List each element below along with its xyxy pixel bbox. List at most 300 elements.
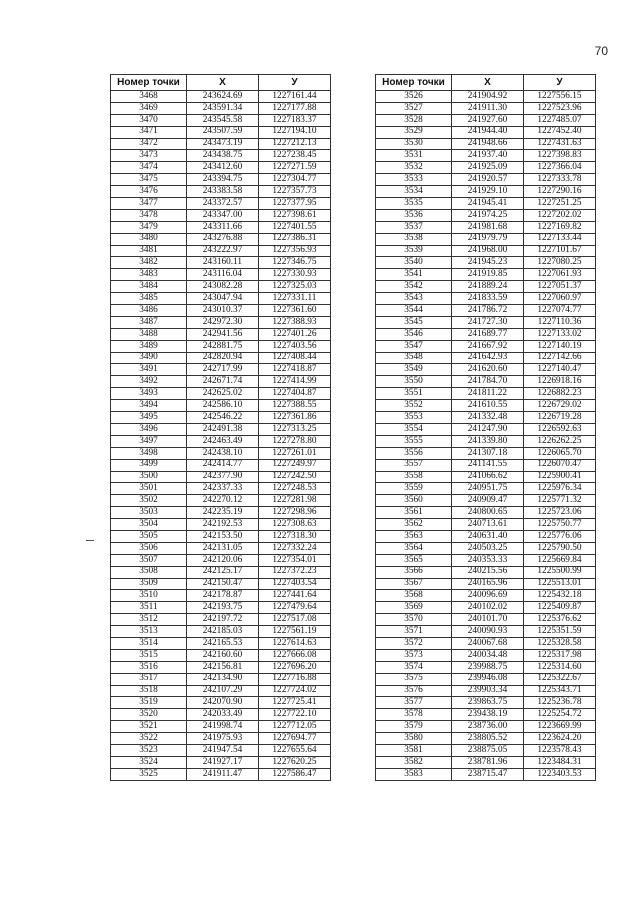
cell-point-number: 3503 xyxy=(111,507,187,519)
table-row xyxy=(111,685,331,697)
table-row xyxy=(111,447,331,459)
coordinates-table-right xyxy=(375,74,596,781)
cell-x: 241925.09 xyxy=(452,162,524,174)
cell-point-number: 3519 xyxy=(111,697,187,709)
cell-y: 1227712.05 xyxy=(259,721,331,733)
cell-y: 1227386.31 xyxy=(259,233,331,245)
cell-y: 1227318.30 xyxy=(259,530,331,542)
cell-x: 240090.93 xyxy=(452,626,524,638)
cell-y: 1227694.77 xyxy=(259,733,331,745)
cell-point-number: 3516 xyxy=(111,661,187,673)
cell-y: 1227724.02 xyxy=(259,685,331,697)
cell-y: 1227325.03 xyxy=(259,281,331,293)
cell-x: 241904.92 xyxy=(452,91,524,103)
cell-y: 1227388.93 xyxy=(259,316,331,328)
cell-y: 1227523.96 xyxy=(524,102,596,114)
cell-y: 1226262.25 xyxy=(524,435,596,447)
cell-point-number: 3473 xyxy=(111,150,187,162)
table-row xyxy=(376,673,596,685)
cell-y: 1227408.44 xyxy=(259,352,331,364)
cell-x: 241981.68 xyxy=(452,221,524,233)
cell-x: 242150.47 xyxy=(187,578,259,590)
cell-x: 242178.87 xyxy=(187,590,259,602)
cell-y: 1227354.01 xyxy=(259,554,331,566)
cell-y: 1227177.88 xyxy=(259,102,331,114)
cell-x: 241974.25 xyxy=(452,209,524,221)
cell-point-number: 3512 xyxy=(111,614,187,626)
cell-x: 240909.47 xyxy=(452,495,524,507)
cell-x: 242491.38 xyxy=(187,423,259,435)
cell-x: 239903.34 xyxy=(452,685,524,697)
cell-y: 1227722.10 xyxy=(259,709,331,721)
cell-point-number: 3509 xyxy=(111,578,187,590)
table-row xyxy=(111,661,331,673)
cell-y: 1227357.73 xyxy=(259,186,331,198)
table-row xyxy=(376,114,596,126)
table-row xyxy=(376,305,596,317)
cell-point-number: 3502 xyxy=(111,495,187,507)
cell-point-number: 3536 xyxy=(376,209,452,221)
cell-x: 240951.75 xyxy=(452,483,524,495)
cell-point-number: 3521 xyxy=(111,721,187,733)
table-row xyxy=(111,150,331,162)
cell-x: 243394.75 xyxy=(187,174,259,186)
cell-point-number: 3468 xyxy=(111,91,187,103)
cell-y: 1225409.87 xyxy=(524,602,596,614)
cell-x: 242192.53 xyxy=(187,519,259,531)
cell-y: 1227620.25 xyxy=(259,756,331,768)
cell-point-number: 3565 xyxy=(376,554,452,566)
cell-y: 1227101.67 xyxy=(524,245,596,257)
cell-y: 1227452.40 xyxy=(524,126,596,138)
cell-point-number: 3544 xyxy=(376,305,452,317)
table-row xyxy=(111,744,331,756)
table-row xyxy=(111,756,331,768)
cell-x: 242881.75 xyxy=(187,340,259,352)
table-row xyxy=(376,186,596,198)
cell-point-number: 3517 xyxy=(111,673,187,685)
cell-x: 240101.70 xyxy=(452,614,524,626)
table-row xyxy=(376,697,596,709)
table-row xyxy=(376,388,596,400)
table-row xyxy=(376,364,596,376)
cell-x: 243591.34 xyxy=(187,102,259,114)
cell-x: 241332.48 xyxy=(452,412,524,424)
table-row xyxy=(111,245,331,257)
table-row xyxy=(111,519,331,531)
cell-point-number: 3552 xyxy=(376,400,452,412)
cell-y: 1227251.25 xyxy=(524,198,596,210)
cell-y: 1225750.77 xyxy=(524,519,596,531)
cell-x: 242033.49 xyxy=(187,709,259,721)
cell-x: 241727.30 xyxy=(452,316,524,328)
cell-point-number: 3494 xyxy=(111,400,187,412)
cell-x: 241911.47 xyxy=(187,768,259,780)
cell-y: 1227140.47 xyxy=(524,364,596,376)
cell-x: 241620.60 xyxy=(452,364,524,376)
table-row xyxy=(376,519,596,531)
cell-y: 1227281.98 xyxy=(259,495,331,507)
cell-point-number: 3563 xyxy=(376,530,452,542)
table-row xyxy=(111,542,331,554)
cell-x: 242193.75 xyxy=(187,602,259,614)
cell-y: 1227655.64 xyxy=(259,744,331,756)
cell-y: 1227248.53 xyxy=(259,483,331,495)
table-row xyxy=(376,768,596,780)
table-row xyxy=(376,162,596,174)
cell-y: 1223624.20 xyxy=(524,733,596,745)
cell-x: 243438.75 xyxy=(187,150,259,162)
cell-point-number: 3491 xyxy=(111,364,187,376)
cell-x: 238781.96 xyxy=(452,756,524,768)
table-row xyxy=(111,138,331,150)
cell-y: 1227133.44 xyxy=(524,233,596,245)
cell-point-number: 3483 xyxy=(111,269,187,281)
cell-y: 1227614.63 xyxy=(259,637,331,649)
cell-y: 1227061.93 xyxy=(524,269,596,281)
cell-y: 1225351.59 xyxy=(524,626,596,638)
table-row xyxy=(376,483,596,495)
cell-point-number: 3534 xyxy=(376,186,452,198)
cell-x: 239863.75 xyxy=(452,697,524,709)
cell-y: 1226729.02 xyxy=(524,400,596,412)
cell-x: 242270.12 xyxy=(187,495,259,507)
cell-x: 242972.30 xyxy=(187,316,259,328)
table-row xyxy=(111,162,331,174)
cell-y: 1227133.02 xyxy=(524,328,596,340)
cell-point-number: 3469 xyxy=(111,102,187,114)
cell-x: 240800.65 xyxy=(452,507,524,519)
header-y: У xyxy=(259,75,331,91)
header-x: X xyxy=(187,75,259,91)
table-row xyxy=(376,233,596,245)
cell-point-number: 3576 xyxy=(376,685,452,697)
table-row xyxy=(111,697,331,709)
table-row xyxy=(111,388,331,400)
cell-point-number: 3535 xyxy=(376,198,452,210)
cell-x: 239946.08 xyxy=(452,673,524,685)
cell-x: 241919.85 xyxy=(452,269,524,281)
header-point-number: Номер точки xyxy=(111,75,187,91)
cell-x: 243507.59 xyxy=(187,126,259,138)
table-row xyxy=(111,233,331,245)
table-row xyxy=(111,507,331,519)
cell-x: 243311.66 xyxy=(187,221,259,233)
table-row xyxy=(111,221,331,233)
cell-y: 1227278.80 xyxy=(259,435,331,447)
table-row xyxy=(376,91,596,103)
cell-x: 243347.00 xyxy=(187,209,259,221)
table-row xyxy=(376,138,596,150)
page-number: 70 xyxy=(594,44,608,58)
cell-x: 242134.90 xyxy=(187,673,259,685)
cell-x: 241975.93 xyxy=(187,733,259,745)
cell-x: 242717.99 xyxy=(187,364,259,376)
cell-point-number: 3560 xyxy=(376,495,452,507)
cell-point-number: 3532 xyxy=(376,162,452,174)
cell-y: 1227404.87 xyxy=(259,388,331,400)
cell-point-number: 3526 xyxy=(376,91,452,103)
cell-point-number: 3484 xyxy=(111,281,187,293)
cell-x: 242671.74 xyxy=(187,376,259,388)
cell-point-number: 3572 xyxy=(376,637,452,649)
table-row xyxy=(111,305,331,317)
table-row xyxy=(376,602,596,614)
cell-point-number: 3575 xyxy=(376,673,452,685)
cell-point-number: 3561 xyxy=(376,507,452,519)
table-row xyxy=(111,364,331,376)
cell-point-number: 3549 xyxy=(376,364,452,376)
cell-x: 240165.96 xyxy=(452,578,524,590)
cell-point-number: 3507 xyxy=(111,554,187,566)
cell-x: 240353.33 xyxy=(452,554,524,566)
table-row xyxy=(111,626,331,638)
cell-y: 1225771.32 xyxy=(524,495,596,507)
cell-y: 1226592.63 xyxy=(524,423,596,435)
cell-point-number: 3528 xyxy=(376,114,452,126)
cell-y: 1225900.41 xyxy=(524,471,596,483)
table-row xyxy=(111,352,331,364)
cell-point-number: 3486 xyxy=(111,305,187,317)
table-row xyxy=(376,352,596,364)
table-row xyxy=(376,590,596,602)
cell-x: 241968.00 xyxy=(452,245,524,257)
table-row xyxy=(376,269,596,281)
cell-point-number: 3480 xyxy=(111,233,187,245)
cell-point-number: 3497 xyxy=(111,435,187,447)
table-row xyxy=(111,340,331,352)
table-row xyxy=(376,495,596,507)
cell-x: 241998.74 xyxy=(187,721,259,733)
cell-y: 1227356.93 xyxy=(259,245,331,257)
cell-point-number: 3482 xyxy=(111,257,187,269)
cell-y: 1227366.04 xyxy=(524,162,596,174)
table-row xyxy=(376,340,596,352)
cell-point-number: 3488 xyxy=(111,328,187,340)
cell-y: 1227561.19 xyxy=(259,626,331,638)
cell-x: 241911.30 xyxy=(452,102,524,114)
table-row xyxy=(376,316,596,328)
cell-y: 1227479.64 xyxy=(259,602,331,614)
cell-x: 238875.05 xyxy=(452,744,524,756)
table-row xyxy=(376,126,596,138)
table-row xyxy=(111,328,331,340)
table-row xyxy=(111,530,331,542)
cell-y: 1227403.56 xyxy=(259,340,331,352)
cell-point-number: 3547 xyxy=(376,340,452,352)
table-row xyxy=(111,186,331,198)
cell-point-number: 3554 xyxy=(376,423,452,435)
table-row xyxy=(376,102,596,114)
cell-point-number: 3569 xyxy=(376,602,452,614)
cell-y: 1227331.11 xyxy=(259,293,331,305)
cell-point-number: 3500 xyxy=(111,471,187,483)
table-row xyxy=(376,721,596,733)
cell-x: 243222.97 xyxy=(187,245,259,257)
cell-point-number: 3513 xyxy=(111,626,187,638)
cell-x: 243624.69 xyxy=(187,91,259,103)
table-row xyxy=(376,150,596,162)
cell-point-number: 3525 xyxy=(111,768,187,780)
margin-mark xyxy=(86,540,94,541)
cell-y: 1225513.01 xyxy=(524,578,596,590)
cell-point-number: 3558 xyxy=(376,471,452,483)
cell-x: 238805.52 xyxy=(452,733,524,745)
cell-point-number: 3556 xyxy=(376,447,452,459)
table-row xyxy=(376,459,596,471)
cell-y: 1227517.08 xyxy=(259,614,331,626)
table-row xyxy=(376,376,596,388)
cell-point-number: 3499 xyxy=(111,459,187,471)
cell-x: 242463.49 xyxy=(187,435,259,447)
cell-point-number: 3541 xyxy=(376,269,452,281)
table-row xyxy=(376,685,596,697)
cell-x: 243473.19 xyxy=(187,138,259,150)
cell-y: 1225328.58 xyxy=(524,637,596,649)
cell-point-number: 3508 xyxy=(111,566,187,578)
table-header-row xyxy=(376,75,596,91)
cell-point-number: 3529 xyxy=(376,126,452,138)
cell-y: 1227080.25 xyxy=(524,257,596,269)
cell-y: 1226882.23 xyxy=(524,388,596,400)
cell-point-number: 3538 xyxy=(376,233,452,245)
cell-y: 1225500.99 xyxy=(524,566,596,578)
cell-point-number: 3551 xyxy=(376,388,452,400)
cell-point-number: 3470 xyxy=(111,114,187,126)
cell-point-number: 3479 xyxy=(111,221,187,233)
cell-point-number: 3522 xyxy=(111,733,187,745)
cell-y: 1227304.77 xyxy=(259,174,331,186)
cell-point-number: 3546 xyxy=(376,328,452,340)
cell-x: 239988.75 xyxy=(452,661,524,673)
cell-y: 1227202.02 xyxy=(524,209,596,221)
table-row xyxy=(376,245,596,257)
cell-x: 241927.60 xyxy=(452,114,524,126)
table-row xyxy=(376,257,596,269)
cell-x: 240067.68 xyxy=(452,637,524,649)
table-row xyxy=(111,257,331,269)
cell-y: 1227696.20 xyxy=(259,661,331,673)
table-row xyxy=(111,114,331,126)
cell-x: 241889.24 xyxy=(452,281,524,293)
cell-x: 242120.06 xyxy=(187,554,259,566)
cell-x: 243276.88 xyxy=(187,233,259,245)
cell-x: 243160.11 xyxy=(187,257,259,269)
cell-x: 242197.72 xyxy=(187,614,259,626)
cell-y: 1227361.86 xyxy=(259,412,331,424)
cell-y: 1227051.37 xyxy=(524,281,596,293)
cell-point-number: 3539 xyxy=(376,245,452,257)
cell-x: 242156.81 xyxy=(187,661,259,673)
header-x: X xyxy=(452,75,524,91)
table-row xyxy=(111,102,331,114)
table-row xyxy=(111,174,331,186)
cell-x: 242377.90 xyxy=(187,471,259,483)
table-row xyxy=(111,733,331,745)
cell-point-number: 3493 xyxy=(111,388,187,400)
cell-y: 1226719.28 xyxy=(524,412,596,424)
table-row xyxy=(111,614,331,626)
cell-x: 241307.18 xyxy=(452,447,524,459)
cell-x: 242414.77 xyxy=(187,459,259,471)
cell-x: 238715.47 xyxy=(452,768,524,780)
cell-x: 241937.40 xyxy=(452,150,524,162)
cell-point-number: 3471 xyxy=(111,126,187,138)
table-row xyxy=(376,614,596,626)
cell-y: 1225314.60 xyxy=(524,661,596,673)
cell-x: 242185.03 xyxy=(187,626,259,638)
cell-point-number: 3505 xyxy=(111,530,187,542)
cell-y: 1227183.37 xyxy=(259,114,331,126)
cell-y: 1227169.82 xyxy=(524,221,596,233)
cell-y: 1225376.62 xyxy=(524,614,596,626)
cell-x: 240034.48 xyxy=(452,649,524,661)
cell-x: 241610.55 xyxy=(452,400,524,412)
cell-x: 239438.19 xyxy=(452,709,524,721)
cell-y: 1225976.34 xyxy=(524,483,596,495)
cell-point-number: 3571 xyxy=(376,626,452,638)
cell-y: 1227308.63 xyxy=(259,519,331,531)
cell-point-number: 3518 xyxy=(111,685,187,697)
cell-y: 1227330.93 xyxy=(259,269,331,281)
table-row xyxy=(111,673,331,685)
cell-y: 1227161.44 xyxy=(259,91,331,103)
cell-y: 1227212.13 xyxy=(259,138,331,150)
cell-x: 241339.80 xyxy=(452,435,524,447)
cell-x: 241945.23 xyxy=(452,257,524,269)
cell-point-number: 3530 xyxy=(376,138,452,150)
cell-x: 240102.02 xyxy=(452,602,524,614)
cell-point-number: 3577 xyxy=(376,697,452,709)
cell-y: 1227418.87 xyxy=(259,364,331,376)
table-row xyxy=(111,435,331,447)
table-row xyxy=(376,281,596,293)
cell-x: 241811.22 xyxy=(452,388,524,400)
cell-y: 1227401.55 xyxy=(259,221,331,233)
cell-y: 1225723.06 xyxy=(524,507,596,519)
cell-point-number: 3548 xyxy=(376,352,452,364)
table-row xyxy=(111,281,331,293)
table-row xyxy=(376,328,596,340)
cell-point-number: 3531 xyxy=(376,150,452,162)
table-row xyxy=(376,637,596,649)
table-row xyxy=(111,423,331,435)
cell-x: 242153.50 xyxy=(187,530,259,542)
table-row xyxy=(376,566,596,578)
table-row xyxy=(376,174,596,186)
cell-y: 1227398.61 xyxy=(259,209,331,221)
cell-x: 242165.53 xyxy=(187,637,259,649)
table-row xyxy=(376,649,596,661)
cell-y: 1227074.77 xyxy=(524,305,596,317)
cell-point-number: 3477 xyxy=(111,198,187,210)
cell-y: 1227586.47 xyxy=(259,768,331,780)
cell-y: 1227372.23 xyxy=(259,566,331,578)
cell-y: 1226918.16 xyxy=(524,376,596,388)
cell-x: 241784.70 xyxy=(452,376,524,388)
table-row xyxy=(376,435,596,447)
cell-point-number: 3474 xyxy=(111,162,187,174)
cell-point-number: 3574 xyxy=(376,661,452,673)
table-header-row xyxy=(111,75,331,91)
cell-x: 241642.93 xyxy=(452,352,524,364)
cell-y: 1227377.95 xyxy=(259,198,331,210)
cell-point-number: 3583 xyxy=(376,768,452,780)
cell-x: 242820.94 xyxy=(187,352,259,364)
cell-y: 1225236.78 xyxy=(524,697,596,709)
table-row xyxy=(111,768,331,780)
cell-point-number: 3566 xyxy=(376,566,452,578)
